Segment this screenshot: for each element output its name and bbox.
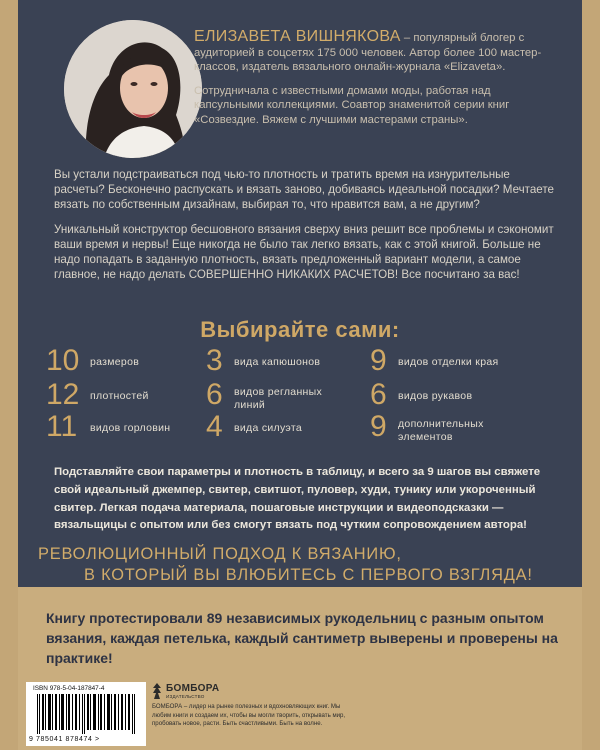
feature-number: 6	[370, 378, 387, 411]
feature-label: видов рукавов	[398, 390, 473, 402]
feature-label: размеров	[90, 356, 140, 368]
feature-item	[370, 380, 558, 410]
feature-number: 6	[206, 378, 223, 411]
feature-item	[206, 412, 364, 442]
publisher-logo	[152, 683, 352, 699]
bombora-logo-icon	[152, 683, 162, 699]
barcode	[26, 682, 146, 746]
intro-text	[54, 168, 554, 283]
sand-panel	[18, 587, 582, 750]
feature-number: 9	[370, 344, 387, 377]
publisher-logo-text: БОМБОРА	[166, 682, 220, 694]
choose-title: Выбирайте сами:	[200, 317, 400, 342]
feature-label: плотностей	[90, 390, 149, 402]
author-bio-1: – популярный блогер с аудиторией в соцсетях 175 000 человек. Автор более 100 мастер-классов, издатель вязального онлайн-журнала «Elizaveta».	[194, 32, 542, 74]
feature-number: 4	[206, 410, 223, 443]
publisher-logo-subtitle: ИЗДАТЕЛЬСТВО	[166, 693, 205, 699]
feature-item	[206, 380, 344, 411]
barcode-number: 9 785041 878474 >	[29, 736, 100, 743]
feature-label: дополнительных элементов	[398, 418, 484, 443]
author-bio-2: Сотрудничала с известными домами моды, работая над капсульными коллекциями. Соавтор знаменитой серии книг «Созвездие. Вяжем с лучшими мастерами страны».	[194, 84, 510, 126]
author-bio	[194, 30, 554, 128]
isbn-text: ISBN 978-5-04-187847-4	[33, 685, 105, 692]
feature-number: 3	[206, 344, 223, 377]
feature-label: видов регланных линий	[234, 386, 323, 411]
feature-item	[46, 380, 200, 410]
author-photo	[64, 20, 202, 158]
slogan-line-2: В КОТОРЫЙ ВЫ ВЛЮБИТЕСЬ С ПЕРВОГО ВЗГЛЯДА!	[84, 566, 533, 584]
feature-item	[370, 412, 518, 443]
intro-paragraph-1: Вы устали подстраиваться под чью-то плотность и тратить время на изнурительные расчеты? Бесконечно распускать и вязать заново, добиваясь идеальной посадки? Мечтаете вязать по собственным дизайнам, выбирая то, что нравится вам, а не другим?	[54, 168, 554, 211]
barcode-bars	[35, 694, 139, 734]
feature-label: вида капюшонов	[234, 356, 321, 368]
feature-label: видов отделки края	[398, 356, 499, 368]
feature-item	[370, 346, 558, 376]
feature-item	[46, 412, 200, 442]
feature-number: 12	[46, 378, 80, 411]
feature-number: 11	[46, 410, 78, 443]
feature-item	[46, 346, 200, 376]
feature-label: вида силуэта	[234, 422, 302, 434]
feature-number: 9	[370, 410, 387, 443]
dark-panel	[18, 0, 582, 587]
slogan-line-1: РЕВОЛЮЦИОННЫЙ ПОДХОД К ВЯЗАНИЮ,	[38, 545, 402, 563]
tested-text: Книгу протестировали 89 независимых рукодельниц с разным опытом вязания, каждая петелька, каждый сантиметр выверены и проверены на практике!	[46, 610, 558, 666]
feature-label: видов горловин	[90, 422, 171, 434]
feature-item	[206, 346, 364, 376]
description-text: Подставляйте свои параметры и плотность в таблицу, и всего за 9 шагов вы свяжете свой идеальный джемпер, свитер, свитшот, пуловер, худи, тунику или укороченный свитер. Легкая подача материала, пошаговые инструкции и видеоподсказки — вязальщицы с опытом или без смогут вязать под чутким сопровождением автора!	[54, 466, 541, 532]
publisher-description: БОМБОРА – лидер на рынке полезных и вдохновляющих книг. Мы любим книги и создаем их, чтобы вы могли творить, открывать мир, пробовать новое, расти. Быть счастливыми. Быть на волне.	[152, 703, 346, 728]
feature-number: 10	[46, 344, 80, 377]
publisher-block	[152, 683, 352, 729]
intro-paragraph-2: Уникальный конструктор бесшовного вязания сверху вниз решит все проблемы и сэкономит ваши время и нервы! Еще никогда не было так легко вязать, как с этой книгой. Больше не надо попадать в заданную плотность, вязать предложенный вариант модели, а самое главное, не надо делать СОВЕРШЕННО НИКАКИХ РАСЧЕТОВ! Все посчитано за вас!	[54, 223, 554, 281]
author-name: ЕЛИЗАВЕТА ВИШНЯКОВА	[194, 28, 401, 45]
